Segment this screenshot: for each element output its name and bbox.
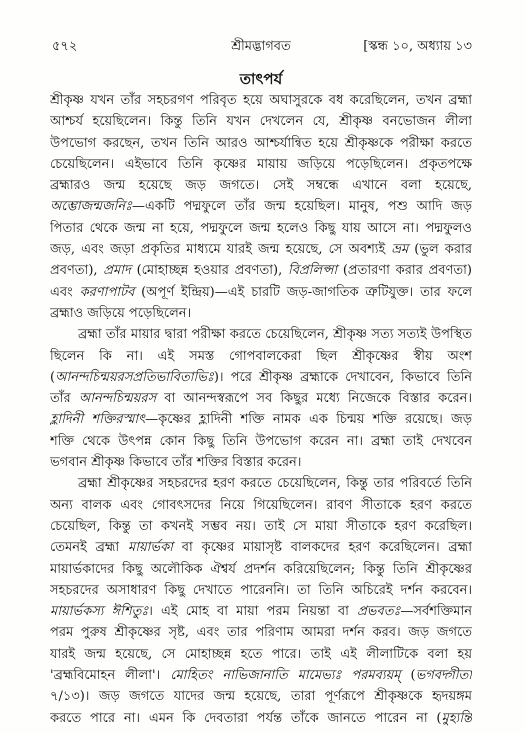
text-run: তাঁর <box>50 391 79 407</box>
text-line <box>50 622 472 643</box>
text-run: করতে পারে না। এমন কি দেবতারা পর্যন্ত তাঁকে জানতে পারেন না ( <box>50 710 442 726</box>
text-line <box>50 431 472 452</box>
text-line <box>50 495 472 516</box>
text-line <box>50 154 472 175</box>
text-line <box>50 537 472 558</box>
text-run: বা কৃষ্ণের মায়াসৃষ্ট বালকদের হরণ করেছিলেন। ব্রহ্মা <box>172 540 472 556</box>
text-line <box>50 473 472 494</box>
italic-term: হ্লাদিনী শক্তিরস্মাৎ <box>50 412 146 428</box>
text-run: তেমনই ব্রহ্মা <box>50 540 128 556</box>
text-line <box>50 239 472 260</box>
italic-term: মোহিতং নাভিজানাতি মামেভ্যঃ পরমব্যয়ম্ <box>170 668 401 684</box>
italic-term: প্রভবতঃ <box>357 604 401 620</box>
italic-term: মুহ্যন্তি <box>441 710 472 726</box>
text-run: )। পরে শ্রীকৃষ্ণ ব্রহ্মাকে দেখাবেন, কিভাবে তিনি <box>213 369 472 385</box>
text-run: উপভোগ করছেন, তখন তিনি আরও আশ্চর্যান্বিত হয়ে শ্রীকৃষ্ণকে পরীক্ষা করতে <box>50 135 472 151</box>
text-run: সহচরদের অসাধারণ কিছু দেখাতে পারেননি। তা তিনি অচিরেই দর্শন করবেন। <box>50 582 472 598</box>
paragraph <box>50 90 472 324</box>
text-line <box>50 367 472 388</box>
text-run: —কৃষ্ণের হ্লাদিনী শক্তি নামক এক চিন্ময় শক্তি রয়েছে। জড় <box>145 412 472 428</box>
text-line <box>50 388 472 409</box>
text-run: (অপূর্ণ ইন্দ্রিয়)—এই চারটি জড়-জাগতিক ত্রুটিযুক্ত। তার ফলে <box>134 284 472 300</box>
text-run: চেয়েছিল, কিন্তু তা কখনই সম্ভব নয়। তাই সে মায়া সীতাকে হরণ করেছিল। <box>50 518 472 534</box>
page-number: ৫৭২ <box>52 39 78 54</box>
text-run: পিতার থেকে জন্ম না হয়ে, পদ্মফুলে জন্ম হলেও কিছু যায় আসে না। পদ্মফুলও <box>50 220 472 236</box>
text-run: ব্রহ্মা তাঁর মায়ার দ্বারা পরীক্ষা করতে চেয়েছিলেন, শ্রীকৃষ্ণ সত্য সত্যই উপস্থিত <box>78 327 472 343</box>
running-head <box>50 37 472 57</box>
text-run: এবং <box>50 284 80 300</box>
italic-term: মায়ার্ভকস্য ঈশিতুঃ <box>50 604 149 620</box>
text-run: বা আনন্দস্বরূপে সব কিছুর মধ্যে নিজেকে বিস্তার করেন। <box>156 391 472 407</box>
text-line <box>50 218 472 239</box>
text-run: চেয়েছিলেন। এইভাবে তিনি কৃষ্ণের মায়ায় জড়িয়ে পড়েছিলেন। প্রকৃতপক্ষে <box>50 156 472 172</box>
text-run: (ভুল করার <box>408 242 472 258</box>
text-run: পরম পুরুষ শ্রীকৃষ্ণের সৃষ্ট, এবং তার পরিণাম আমরা দর্শন করব। জড় জগতে <box>50 625 472 641</box>
text-run: ব্রহ্মা শ্রীকৃষ্ণের সহচরদের হরণ করতে চেয়েছিলেন, কিন্তু তার পরিবর্তে তিনি <box>78 476 472 492</box>
italic-term: ভগবদ্গীতা <box>415 668 472 684</box>
text-run: যারই জন্ম হয়েছে, সে মোহাচ্ছন্ন হতে পারে। তাই এই লীলাটিকে বলা হয় <box>50 646 472 662</box>
text-run: ৭/১৩)। জড় জগতে যাদের জন্ম হয়েছে, তারা পূর্ণরূপে শ্রীকৃষ্ণকে হৃদয়ঙ্গম <box>50 689 472 705</box>
text-run: 'ব্রহ্মবিমোহন লীলা'। <box>50 668 171 684</box>
text-run: জড়, এবং জড়া প্রকৃতির মাধ্যমে যারই জন্ম হয়েছে, সে অবশ্যই <box>50 242 392 258</box>
text-run: আশ্চর্য হয়েছিলেন। কিন্তু তিনি যখন দেখলেন যে, শ্রীকৃষ্ণ বনভোজন লীলা <box>50 114 472 130</box>
text-run: ভগবান শ্রীকৃষ্ণ কিভাবে তাঁর শক্তির বিস্তার করেন। <box>50 455 302 471</box>
text-line <box>50 644 472 665</box>
section-title: তাৎপর্য <box>239 70 283 88</box>
text-line <box>50 324 472 345</box>
text-line <box>50 133 472 154</box>
italic-term: আনন্দচিন্ময়রসপ্রতিভাবিতাভিঃ <box>55 369 214 385</box>
text-line <box>50 601 472 622</box>
italic-term: বিপ্রলিপ্সা <box>288 263 338 279</box>
text-run: (প্রতারণা করার প্রবণতা) <box>337 263 472 279</box>
text-run: ব্রহ্মাও জড়িয়ে পড়েছিলেন। <box>50 305 192 321</box>
text-line <box>50 111 472 132</box>
italic-term: অম্ভোজন্মজনিঃ <box>50 199 133 215</box>
text-line <box>50 282 472 303</box>
chapter-reference: [স্কন্ধ ১০, অধ্যায় ১৩ <box>363 39 472 54</box>
text-run: ( <box>50 369 56 385</box>
text-run: শক্তি থেকে উৎপন্ন কোন কিছু তিনি উপভোগ করেন না। ব্রহ্মা তাই দেখবেন <box>50 433 472 449</box>
italic-term: আনন্দচিন্ময়রস <box>78 391 157 407</box>
text-line <box>50 260 472 281</box>
text-line <box>50 665 472 686</box>
text-run: অন্য বালক এবং গোবৎসদের নিয়ে গিয়েছিলেন। রাবণ সীতাকে হরণ করতে <box>50 497 472 513</box>
text-line <box>50 452 472 473</box>
text-run: (মোহাচ্ছন্ন হওয়ার প্রবণতা), <box>130 263 288 279</box>
text-run: ছিলেন কি না। এই সমস্ত গোপবালকেরা ছিল শ্রীকৃষ্ণের স্বীয় অংশ <box>50 348 472 364</box>
text-line <box>50 303 472 324</box>
text-line <box>50 90 472 111</box>
text-line <box>50 516 472 537</box>
commentary-body <box>50 90 472 729</box>
text-run: —একটি পদ্মফুলে তাঁর জন্ম হয়েছিল। মানুষ, পশু আদি জড় <box>132 199 472 215</box>
paragraph <box>50 473 472 729</box>
text-run: । এই মোহ বা মায়া পরম নিয়ন্তা বা <box>148 604 358 620</box>
italic-term: মায়ার্ভকা <box>127 540 173 556</box>
text-run: শ্রীকৃষ্ণ যখন তাঁর সহচরগণ পরিবৃত হয়ে অঘাসুরকে বধ করেছিলেন, তখন ব্রহ্মা <box>50 93 472 108</box>
italic-term: প্রমাদ <box>103 263 131 279</box>
text-line <box>50 175 472 196</box>
text-run: ( <box>400 668 416 684</box>
text-line <box>50 686 472 707</box>
text-line <box>50 196 472 217</box>
text-line <box>50 708 472 729</box>
italic-term: করণাপাটব <box>79 284 135 300</box>
text-run: মায়ার্ভকাদের কিছু অলৌকিক ঐশ্বর্য প্রদর্শন করিয়েছিলেন; কিন্তু তিনি শ্রীকৃষ্ণের <box>50 561 472 577</box>
text-run: —সর্বশক্তিমান <box>400 604 472 620</box>
text-run: প্রবণতা), <box>50 263 104 279</box>
text-run: ব্রহ্মারও জন্ম হয়েছে জড় জগতে। সেই সম্বন্ধে এখানে বলা হয়েছে, <box>50 178 472 194</box>
text-line <box>50 409 472 430</box>
running-head-book-title: শ্রীমদ্ভাগবত <box>231 39 291 54</box>
text-line <box>50 559 472 580</box>
text-line <box>50 580 472 601</box>
italic-term: ভ্রম <box>391 242 409 258</box>
paragraph <box>50 324 472 473</box>
text-line <box>50 346 472 367</box>
